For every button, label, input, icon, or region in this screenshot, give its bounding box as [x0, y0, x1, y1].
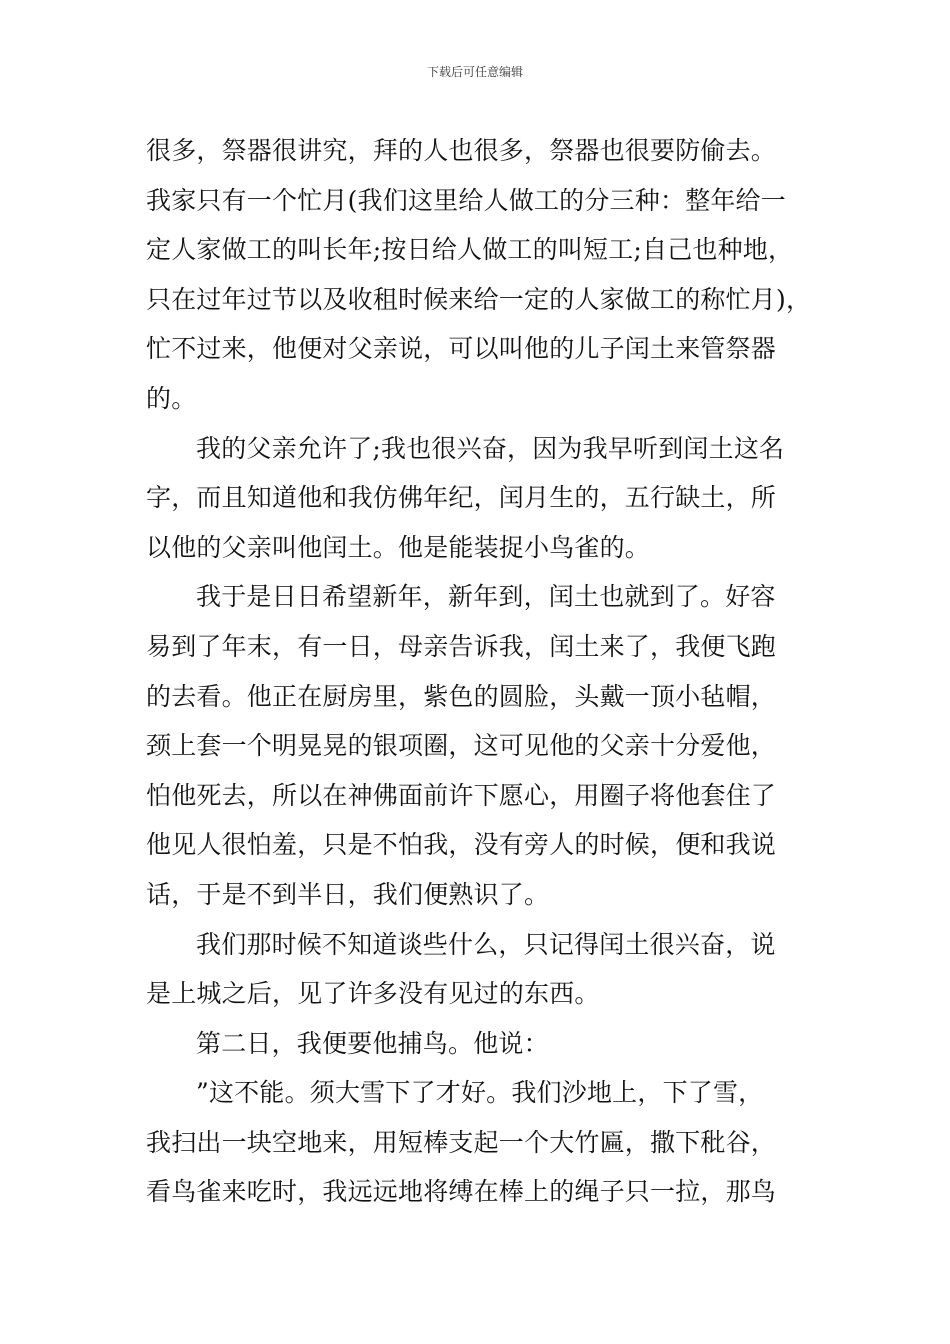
text-line: 字，而且知道他和我仿佛年纪，闰月生的，五行缺土，所 [146, 483, 777, 513]
text-line: ”这不能。须大雪下了才好。我们沙地上，下了雪， [196, 1078, 764, 1108]
text-line: 我们那时候不知道谈些什么，只记得闰土很兴奋，说 [196, 929, 776, 959]
text-line: 我于是日日希望新年，新年到，闰土也就到了。好容 [196, 582, 776, 612]
text-line: 定人家做工的叫长年;按日给人做工的叫短工;自己也种地， [146, 235, 794, 265]
document-body [146, 126, 826, 1217]
text-line: 看鸟雀来吃时，我远远地将缚在棒上的绳子只一拉，那鸟 [146, 1177, 777, 1207]
text-line: 颈上套一个明晃晃的银项圈，这可见他的父亲十分爱他， [146, 731, 777, 761]
text-line: 是上城之后，见了许多没有见过的东西。 [146, 979, 600, 1009]
text-line: 的去看。他正在厨房里，紫色的圆脸，头戴一顶小毡帽， [146, 681, 777, 711]
text-line: 怕他死去，所以在神佛面前许下愿心，用圈子将他套住了 [146, 780, 777, 810]
text-line: 他见人很怕羞，只是不怕我，没有旁人的时候，便和我说 [146, 830, 777, 860]
text-line: 的。 [146, 383, 197, 413]
text-line: 我扫出一块空地来，用短棒支起一个大竹匾，撒下秕谷， [146, 1127, 777, 1157]
text-line: 话，于是不到半日，我们便熟识了。 [146, 879, 550, 909]
text-line: 以他的父亲叫他闰土。他是能装捉小鸟雀的。 [146, 532, 651, 562]
text-line: 我家只有一个忙月(我们这里给人做工的分三种：整年给一 [146, 185, 786, 215]
text-line: 我的父亲允许了;我也很兴奋，因为我早听到闰土这名 [196, 433, 785, 463]
text-line: 很多，祭器很讲究，拜的人也很多，祭器也很要防偷去。 [146, 136, 777, 165]
text-line: 第二日，我便要他捕鸟。他说： [196, 1028, 549, 1058]
text-line: 只在过年过节以及收租时候来给一定的人家做工的称忙月)， [146, 284, 812, 314]
text-line: 易到了年末，有一日，母亲告诉我，闰土来了，我便飞跑 [146, 631, 777, 661]
page-header: 下载后可任意编辑 [426, 65, 523, 79]
text-line: 忙不过来，他便对父亲说，可以叫他的儿子闰土来管祭器 [146, 334, 777, 364]
